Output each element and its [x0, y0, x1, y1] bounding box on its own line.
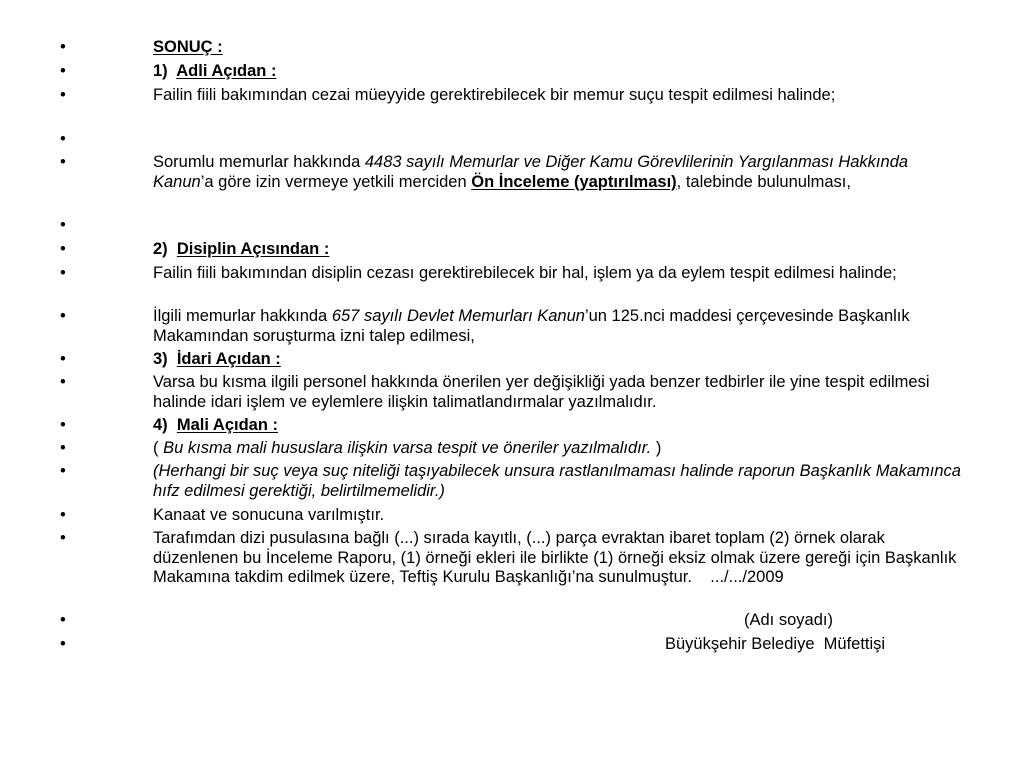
- bullet: •: [60, 62, 66, 80]
- item-text: [153, 439, 965, 459]
- heading-title: İdari Açıdan :: [176, 350, 281, 368]
- section-heading: [153, 416, 965, 436]
- bullet: •: [60, 439, 66, 457]
- heading-title: Disiplin Açısından :: [176, 240, 330, 258]
- section-heading: [153, 38, 965, 58]
- bullet: •: [60, 416, 66, 434]
- text-run: İlgili memurlar hakkında: [153, 307, 332, 325]
- bullet: •: [60, 529, 66, 547]
- bullet: •: [60, 216, 66, 234]
- bullet: •: [60, 462, 66, 480]
- item-text: Failin fiili bakımından cezai müeyyide gerektirebilecek bir memur suçu tespit edilmesi halinde;: [153, 86, 836, 104]
- signature-title: Büyükşehir Belediye Müfettişi: [665, 635, 886, 653]
- text-run: (: [153, 439, 164, 457]
- bullet: •: [60, 611, 66, 629]
- text-run: ’a göre izin vermeye yetkili merciden: [200, 172, 472, 191]
- bullet: •: [60, 264, 66, 282]
- bullet: •: [60, 506, 66, 524]
- heading-title: SONUÇ :: [153, 38, 223, 56]
- bullet: •: [60, 307, 66, 325]
- bullet: •: [60, 130, 66, 148]
- law-reference: 4483 sayılı Memurlar ve Diğer Kamu Görevlilerinin Yargılanması Hakkında Kanun: [153, 153, 909, 191]
- heading-title: Mali Açıdan :: [176, 416, 278, 434]
- text-run: ’un 125.nci maddesi çerçevesinde Başkanlık Makamından soruşturma izni talep edilmesi,: [153, 307, 910, 345]
- item-text: Kanaat ve sonucuna varılmıştır.: [153, 506, 385, 524]
- item-text: Varsa bu kısma ilgili personel hakkında önerilen yer değişikliği yada benzer tedbirler ile yine tespit edilmesi halinde idari işlem ve eylemlere ilişkin talimatlandırmalar yazılmalıdır.: [153, 373, 930, 411]
- text-run: ): [651, 439, 662, 457]
- section-heading: [153, 350, 965, 370]
- bullet: •: [60, 373, 66, 391]
- italic-note: (Herhangi bir suç veya suç niteliği taşıyabilecek unsura rastlanılmaması halinde raporun Başkanlık Makamınca hıfz edilmesi gerektiği, belirtilmemelidir.): [153, 462, 961, 500]
- bullet: •: [60, 240, 66, 258]
- heading-number: 3): [153, 350, 168, 368]
- text-run: , talebinde bulunulması,: [676, 172, 851, 191]
- heading-number: 4): [153, 416, 168, 434]
- heading-number: 2): [153, 240, 168, 258]
- heading-number: 1): [153, 62, 168, 80]
- bullet: •: [60, 350, 66, 368]
- item-text: [153, 153, 965, 192]
- item-text: [153, 307, 965, 346]
- item-text: Tarafımdan dizi pusulasına bağlı (...) sırada kayıtlı, (...) parça evraktan ibaret toplam (2) örnek olarak düzenlenen bu İnceleme Raporu, (1) örneği ekleri ile birlikte (1) örneği eksiz olmak üzere gereği için Başkanlık Makamına takdim edilmek üzere, Teftiş Kurulu Başkanlığı’na sunulmuştur. .../.../2009: [153, 529, 961, 587]
- section-heading: [153, 240, 965, 260]
- signature-name: (Adı soyadı): [744, 611, 833, 629]
- text-run: Sorumlu memurlar hakkında: [153, 153, 365, 171]
- italic-note: Bu kısma mali hususlara ilişkin varsa tespit ve öneriler yazılmalıdır.: [163, 439, 652, 457]
- heading-title: Adli Açıdan :: [176, 62, 277, 80]
- section-heading: [153, 62, 965, 82]
- bullet: •: [60, 86, 66, 104]
- bullet: •: [60, 38, 66, 56]
- bullet: •: [60, 635, 66, 653]
- emphasis-text: Ön İnceleme (yaptırılması): [471, 172, 677, 191]
- bullet: •: [60, 153, 66, 171]
- item-text: Failin fiili bakımından disiplin cezası gerektirebilecek bir hal, işlem ya da eylem tespit edilmesi halinde;: [153, 264, 897, 282]
- law-reference: 657 sayılı Devlet Memurları Kanun: [331, 307, 585, 325]
